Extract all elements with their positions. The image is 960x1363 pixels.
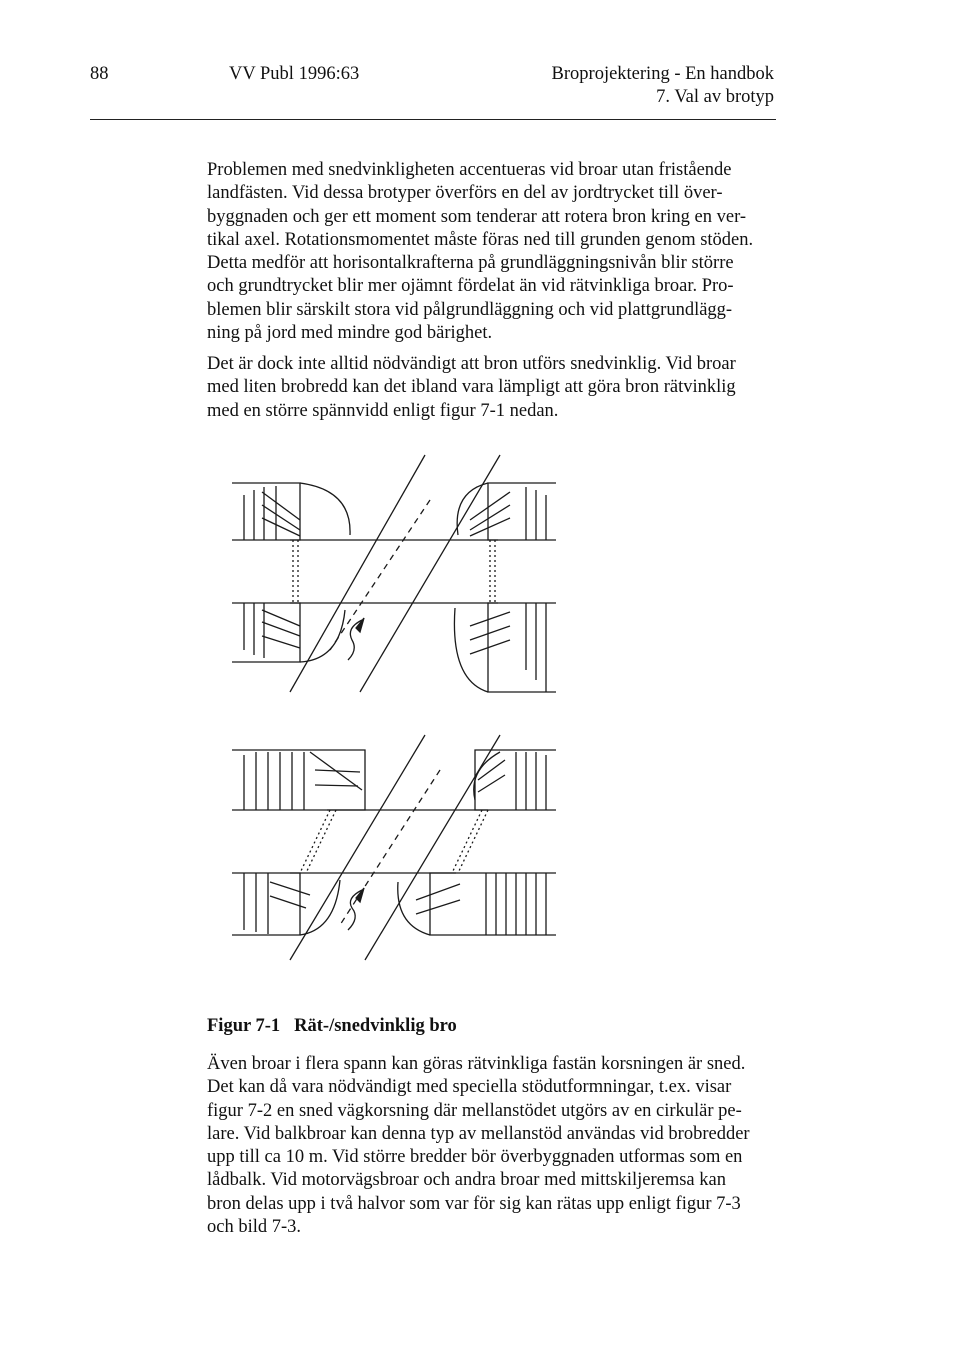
text-line: blemen blir särskilt stora vid pålgrundläggning och vid plattgrundlägg- [207, 299, 733, 320]
text-line: med en större spännvidd enligt figur 7-1 nedan. [207, 400, 559, 421]
book-title: Broprojektering - En handbok [551, 64, 774, 84]
chapter-title: 7. Val av brotyp [656, 87, 774, 107]
text-line: lare. Vid balkbroar kan denna typ av mellanstöd användas vid brobredder [207, 1123, 750, 1144]
text-line: Även broar i flera spann kan göras rätvinkliga fastän korsningen är sned. [207, 1054, 746, 1074]
publication-id: VV Publ 1996:63 [229, 64, 360, 84]
text-line: Detta medför att horisontalkrafterna på grundläggningsnivån blir större [207, 253, 734, 274]
diagram-skewed-bridge [232, 735, 556, 960]
text-line: Problemen med snedvinkligheten accentueras vid broar utan fristående [207, 160, 732, 180]
text-line: tikal axel. Rotationsmomentet måste föras ned till grunden genom stöden. [207, 229, 754, 250]
text-line: ning på jord med mindre god bärighet. [207, 323, 493, 344]
text-line: byggnaden och ger ett moment som tenderar att rotera bron kring en ver- [207, 206, 747, 227]
text-line: lådbalk. Vid motorvägsbroar och andra broar med mittskiljeremsa kan [207, 1170, 726, 1191]
figure-title: Rät-/snedvinklig bro [294, 1016, 457, 1036]
diagram-right-angled-bridge [232, 455, 556, 692]
text-line: och bild 7-3. [207, 1217, 302, 1238]
page-number: 88 [90, 64, 109, 84]
text-line: Det är dock inte alltid nödvändigt att bron utförs snedvinklig. Vid broar [207, 354, 736, 374]
text-line: bron delas upp i två halvor som var för sig kan rätas upp enligt figur 7-3 [207, 1193, 741, 1214]
figure-label: Figur 7-1 [207, 1016, 281, 1036]
text-line: Det kan då vara nödvändigt med speciella stödutformningar, t.ex. visar [207, 1077, 732, 1098]
text-line: upp till ca 10 m. Vid större bredder bör överbyggnaden utformas som en [207, 1147, 743, 1168]
figure-caption [207, 1015, 457, 1037]
text-line: med liten brobredd kan det ibland vara lämpligt att göra bron rätvinklig [207, 377, 736, 398]
text-line: landfästen. Vid dessa brotyper överförs en del av jordtrycket till över- [207, 183, 723, 204]
text-line: figur 7-2 en sned vägkorsning där mellanstödet utgörs av en cirkulär pe- [207, 1100, 742, 1121]
paragraph-3 [207, 1053, 767, 1239]
text-line: och grundtrycket blir mer ojämnt fördelat än vid rätvinkliga broar. Pro- [207, 276, 734, 297]
